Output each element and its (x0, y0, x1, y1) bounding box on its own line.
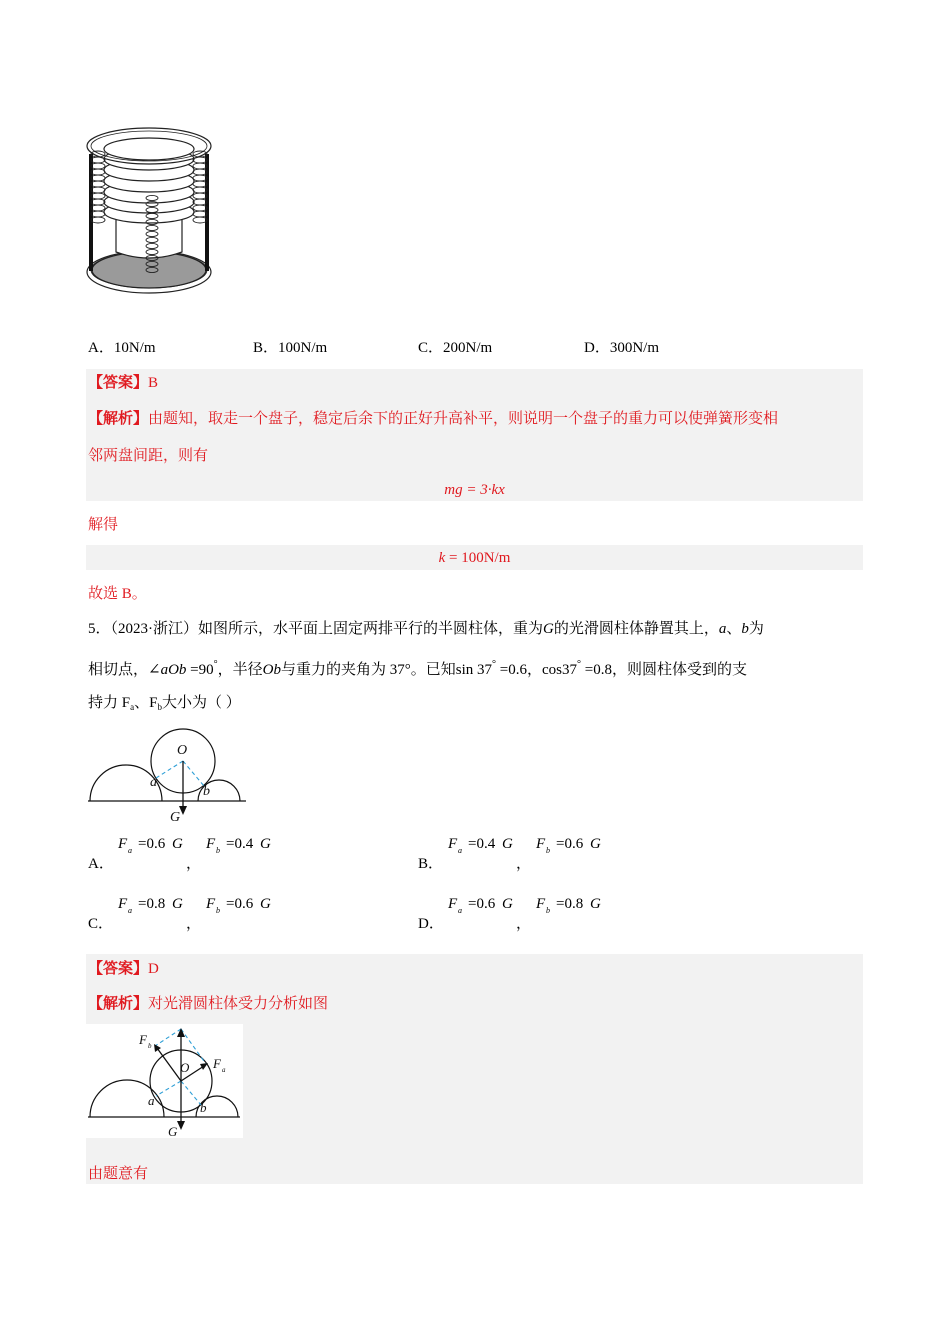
q4-conclusion: 故选 B。 (88, 586, 147, 602)
subscript-b: b (546, 906, 550, 915)
analysis-tag: 【解析】 (88, 411, 149, 427)
math-angle: ∠aOb (148, 662, 187, 678)
q5-option-c (88, 896, 388, 936)
text: 5．（2023·浙江）如图所示，水平面上固定两排平行的半圆柱体，重为 (88, 621, 543, 637)
q5-question-line1 (88, 619, 764, 639)
comma: ， (516, 916, 532, 932)
q4-option-c (418, 338, 492, 358)
subscript-b: b (216, 906, 220, 915)
math-value: =0.4 (226, 836, 254, 852)
label-O: O (177, 743, 188, 758)
label-Fa-sub: a (222, 1066, 226, 1074)
q5-question-line2 (88, 655, 747, 680)
text: ，半径 (217, 662, 263, 678)
text: 持力 F (88, 695, 131, 711)
math-G: G (260, 836, 271, 852)
math-G: G (502, 896, 513, 912)
math-value: =0.6 (138, 836, 166, 852)
option-letter: D． (418, 916, 444, 932)
label-b: b (200, 1100, 207, 1115)
option-value: 10N/m (113, 340, 156, 356)
math-F: F (118, 836, 128, 852)
label-Fb: F (139, 1032, 147, 1047)
label-b: b (203, 784, 210, 799)
q4-equation1: mg = 3·kx (444, 482, 505, 498)
text: 为 (748, 621, 764, 637)
analysis-tag: 【解析】 (88, 996, 149, 1012)
math-G: G (172, 836, 183, 852)
text: 与重力的夹角为 37°。已知 (281, 662, 456, 678)
text: 相切点， (88, 662, 149, 678)
equation-var: k (438, 550, 446, 566)
cylinders-figure (86, 722, 251, 827)
subscript-a: a (458, 846, 462, 855)
math-G: G (260, 896, 271, 912)
answer-value: B (148, 375, 159, 391)
text: 、 (726, 621, 742, 637)
option-value: 300N/m (609, 340, 660, 356)
math-G: G (543, 621, 554, 637)
math-G: G (590, 896, 601, 912)
q5-question-line3 (88, 693, 241, 717)
math-value: =0.4 (468, 836, 496, 852)
q5-analysis-line2: 由题意有 (88, 1166, 149, 1182)
q5-answer (88, 959, 159, 979)
math-a: a (718, 621, 727, 637)
subscript-b: b (546, 846, 550, 855)
q5-analysis-line1 (88, 994, 328, 1014)
comma: ， (516, 856, 532, 872)
math-G: G (172, 896, 183, 912)
option-value: 200N/m (443, 340, 493, 356)
math-cos: cos37 (542, 662, 577, 678)
equation-rest: = 100N/m (445, 550, 511, 566)
math-value: =0.8 (556, 896, 584, 912)
comma: ， (186, 916, 202, 932)
degree-sign: ° (577, 659, 581, 670)
option-letter: C． (88, 916, 114, 932)
math-F: F (206, 836, 216, 852)
label-Fa: F (213, 1056, 221, 1071)
math-G: G (590, 836, 601, 852)
math-value: =0.6 (496, 662, 527, 678)
label-O: O (180, 1060, 190, 1075)
label-a: a (148, 1093, 155, 1108)
q4-option-b (253, 338, 327, 358)
q4-analysis-line1 (88, 409, 778, 429)
degree-sign: ° (492, 659, 497, 670)
answer-value: D (148, 961, 159, 977)
q4-option-a (88, 338, 156, 358)
subscript-a: a (130, 702, 135, 712)
label-Fb-sub: b (148, 1042, 152, 1050)
math-F: F (206, 896, 216, 912)
option-letter: D． (584, 340, 610, 356)
subscript-a: a (128, 846, 132, 855)
spring-plates-figure (86, 124, 216, 304)
option-value: 100N/m (278, 340, 328, 356)
option-letter: C． (418, 340, 444, 356)
math-sin: sin 37 (455, 662, 493, 678)
subscript-b: b (157, 702, 162, 712)
q5-option-b (418, 836, 718, 876)
math-value: =0.6 (226, 896, 254, 912)
subscript-a: a (128, 906, 132, 915)
math-value: =0.8 (581, 662, 612, 678)
option-letter: A． (88, 856, 114, 872)
math-Ob: Ob (262, 662, 281, 678)
answer-tag: 【答案】 (88, 961, 149, 977)
math-F: F (536, 896, 546, 912)
subscript-a: a (458, 906, 462, 915)
subscript-b: b (216, 846, 220, 855)
label-a: a (150, 775, 157, 790)
label-G: G (170, 810, 181, 825)
q4-equation2 (86, 548, 863, 568)
math-value: =0.6 (468, 896, 496, 912)
text: ，则圆柱体受到的支 (611, 662, 747, 678)
q4-answer (88, 373, 158, 393)
math-value: =90 (186, 662, 214, 678)
analysis-text: 对光滑圆柱体受力分析如图 (148, 996, 329, 1012)
math-value: =0.8 (138, 896, 166, 912)
math-value: =0.6 (556, 836, 584, 852)
answer-tag: 【答案】 (88, 375, 149, 391)
q4-option-d (584, 338, 659, 358)
q4-analysis-line2: 邻两盘间距，则有 (88, 448, 209, 464)
option-letter: A． (88, 340, 114, 356)
text: 、F (134, 695, 158, 711)
math-F: F (118, 896, 128, 912)
text: 大小为（ ） (161, 695, 241, 711)
degree-sign: ° (213, 659, 218, 670)
text: 的光滑圆柱体静置其上， (553, 621, 719, 637)
force-analysis-figure (86, 1024, 243, 1138)
q4-solve-label: 解得 (88, 517, 119, 533)
math-F: F (448, 896, 458, 912)
math-G: G (502, 836, 513, 852)
option-letter: B． (253, 340, 279, 356)
math-F: F (448, 836, 458, 852)
label-G: G (168, 1124, 178, 1138)
option-letter: B． (418, 856, 444, 872)
analysis-text: 由题知，取走一个盘子，稳定后余下的正好升高补平，则说明一个盘子的重力可以使弹簧形变相 (148, 411, 779, 427)
q5-option-d (418, 896, 718, 936)
comma: ， (186, 856, 202, 872)
math-F: F (536, 836, 546, 852)
q5-option-a (88, 836, 388, 876)
math-b: b (741, 621, 749, 637)
text: ， (526, 662, 542, 678)
